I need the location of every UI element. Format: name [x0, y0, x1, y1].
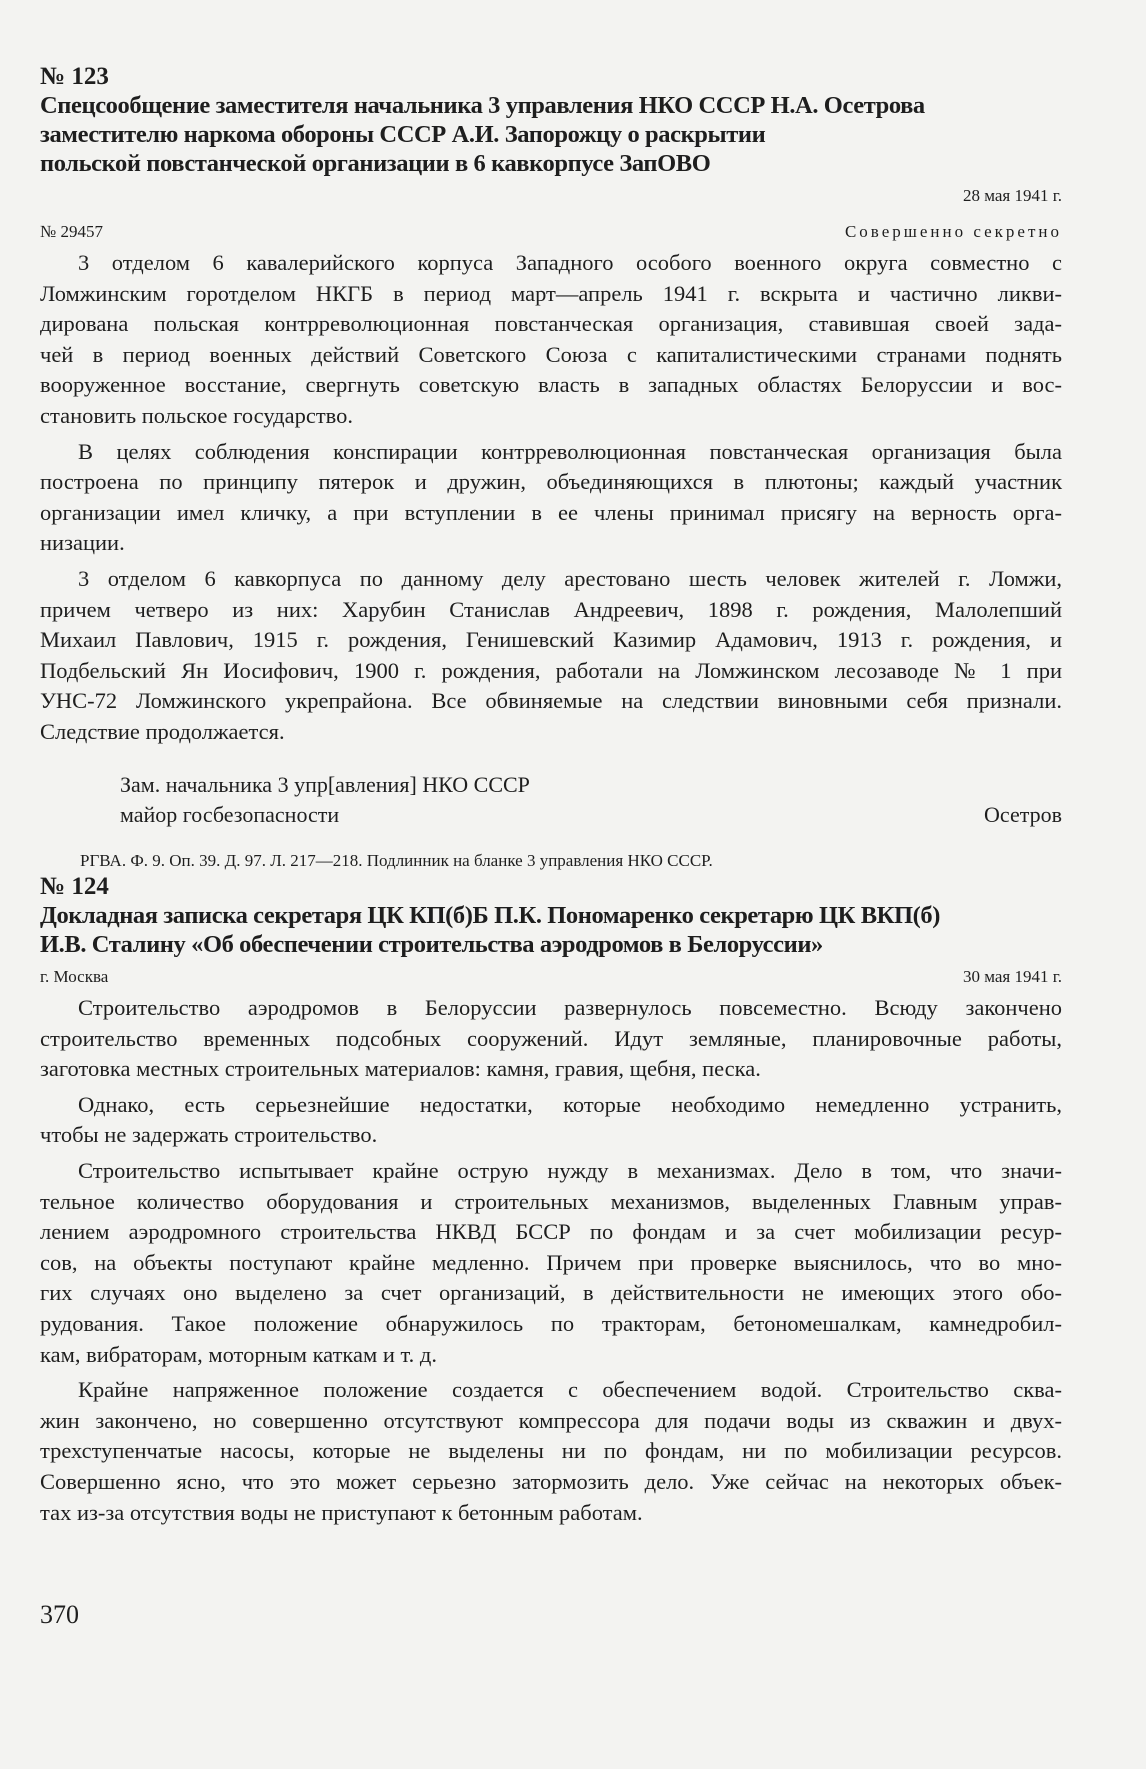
text-line: тельное количество оборудования и строительных механизмов, выделенных Главным управ-: [40, 1188, 1062, 1214]
archive-reference: РГВА. Ф. 9. Оп. 39. Д. 97. Л. 217—218. Подлинник на бланке 3 управления НКО СССР.: [80, 850, 713, 870]
text-line: заготовка местных строительных материалов: камня, гравия, щебня, песка.: [40, 1056, 761, 1082]
text-line: рудования. Такое положение обнаружилось по тракторам, бетономешалкам, камнедробил-: [40, 1310, 1062, 1336]
classification-stamp: Совершенно секретно: [844, 222, 1062, 241]
registration-number: № 29457: [40, 222, 103, 241]
text-line: лением аэродромного строительства НКВД БССР по фондам и за счет мобилизации ресур-: [40, 1219, 1062, 1245]
text-line: построена по принципу пятерок и дружин, объединяющихся в плютоны; каждый участник: [40, 469, 1062, 495]
document-number: № 124: [40, 873, 109, 900]
text-line: Однако, есть серьезнейшие недостатки, которые необходимо немедленно устранить,: [78, 1091, 1062, 1117]
text-line: УНС-72 Ломжинского укрепрайона. Все обвиняемые на следствии виновными себя признали.: [40, 688, 1062, 714]
document-heading: [40, 91, 1062, 178]
heading-line: Докладная записка секретаря ЦК КП(б)Б П.К. Пономаренко секретарю ЦК ВКП(б): [40, 902, 941, 929]
paragraph: [40, 248, 1062, 432]
text-line: 3 отделом 6 кавалерийского корпуса Западного особого военного округа совместно с: [78, 250, 1062, 275]
text-line: Совершенно ясно, что это может серьезно затормозить дело. Уже сейчас на некоторых объек-: [40, 1468, 1062, 1494]
heading-line: И.В. Сталину «Об обеспечении строительства аэродромов в Белоруссии»: [40, 931, 823, 958]
text-line: Ломжинским горотделом НКГБ в период март—апрель 1941 г. вскрыта и частично ликви-: [40, 280, 1062, 306]
text-line: Подбельский Ян Иосифович, 1900 г. рождения, работали на Ломжинском лесозаводе № 1 при: [40, 657, 1062, 683]
signature-name: Осетров: [984, 801, 1062, 827]
heading-line: Спецсообщение заместителя начальника 3 управления НКО СССР Н.А. Осетрова: [40, 92, 925, 119]
text-line: причем четверо из них: Харубин Станислав Андреевич, 1898 г. рождения, Малолепший: [40, 596, 1062, 622]
document-number: № 123: [40, 63, 109, 90]
text-line: гих случаях оно выделено за счет организаций, в действительности не имеющих этого обо-: [40, 1280, 1062, 1306]
heading-line: заместителю наркома обороны СССР А.И. Запорожцу о раскрытии: [40, 121, 766, 148]
text-line: трехступенчатые насосы, которые не выделены ни по фондам, ни по мобилизации ресурсов.: [40, 1438, 1062, 1464]
text-line: тах из-за отсутствия воды не приступают к бетонным работам.: [40, 1499, 643, 1525]
document-body: [40, 993, 1062, 1528]
text-line: Следствие продолжается.: [40, 718, 285, 744]
paragraph: [40, 437, 1062, 559]
document-123: [40, 62, 1062, 872]
page-number: 370: [40, 1600, 79, 1629]
document-body: [40, 248, 1062, 748]
text-line: дирована польская контрреволюционная повстанческая организация, ставившая своей зада-: [40, 311, 1062, 337]
heading-line: польской повстанческой организации в 6 кавкорпусе ЗапОВО: [40, 150, 711, 177]
text-line: сов, на объекты поступают крайне медленно. Причем при проверке выяснилось, что во мно-: [40, 1249, 1062, 1275]
document-124: [40, 872, 1062, 1528]
paragraph: [40, 993, 1062, 1085]
paragraph: [40, 1090, 1062, 1151]
text-line: вооруженное восстание, свергнуть советскую власть в западных областях Белоруссии и вос-: [40, 372, 1062, 398]
signature-block: [40, 770, 1062, 830]
text-line: чтобы не задержать строительство.: [40, 1122, 378, 1148]
document-heading: [40, 901, 1062, 959]
text-line: Строительство аэродромов в Белоруссии развернулось повсеместно. Всюду закончено: [78, 995, 1062, 1020]
text-line: кам, вибраторам, моторным каткам и т. д.: [40, 1341, 437, 1367]
document-place: г. Москва: [40, 967, 109, 986]
text-line: Крайне напряженное положение создается с обеспечением водой. Строительство сква-: [78, 1377, 1062, 1403]
text-line: 3 отделом 6 кавкорпуса по данному делу арестовано шесть человек жителей г. Ломжи,: [78, 565, 1062, 591]
paragraph: [40, 1156, 1062, 1370]
paragraph: [40, 1375, 1062, 1528]
text-line: организации имел кличку, а при вступлении в ее члены принимал присягу на верность орга-: [40, 499, 1062, 525]
paragraph: [40, 564, 1062, 748]
text-line: становить польское государство.: [40, 402, 354, 428]
signature-rank: майор госбезопасности: [120, 801, 340, 827]
text-line: низации.: [40, 530, 125, 556]
document-date: 28 мая 1941 г.: [962, 186, 1062, 205]
text-line: чей в период военных действий Советского Союза с капиталистическими странами поднять: [40, 341, 1062, 367]
text-line: Строительство испытывает крайне острую нужду в механизмах. Дело в том, что значи-: [78, 1157, 1062, 1183]
text-line: жин закончено, но совершенно отсутствуют компрессора для подачи воды из скважин и двух-: [40, 1407, 1062, 1433]
document-date: 30 мая 1941 г.: [962, 967, 1062, 986]
text-line: В целях соблюдения конспирации контрреволюционная повстанческая организация была: [78, 438, 1062, 464]
text-line: строительство временных подсобных сооружений. Идут земляные, планировочные работы,: [40, 1025, 1062, 1051]
signature-title: Зам. начальника 3 упр[авления] НКО СССР: [120, 771, 530, 797]
text-line: Михаил Павлович, 1915 г. рождения, Генишевский Казимир Адамович, 1913 г. рождения, и: [40, 627, 1062, 653]
